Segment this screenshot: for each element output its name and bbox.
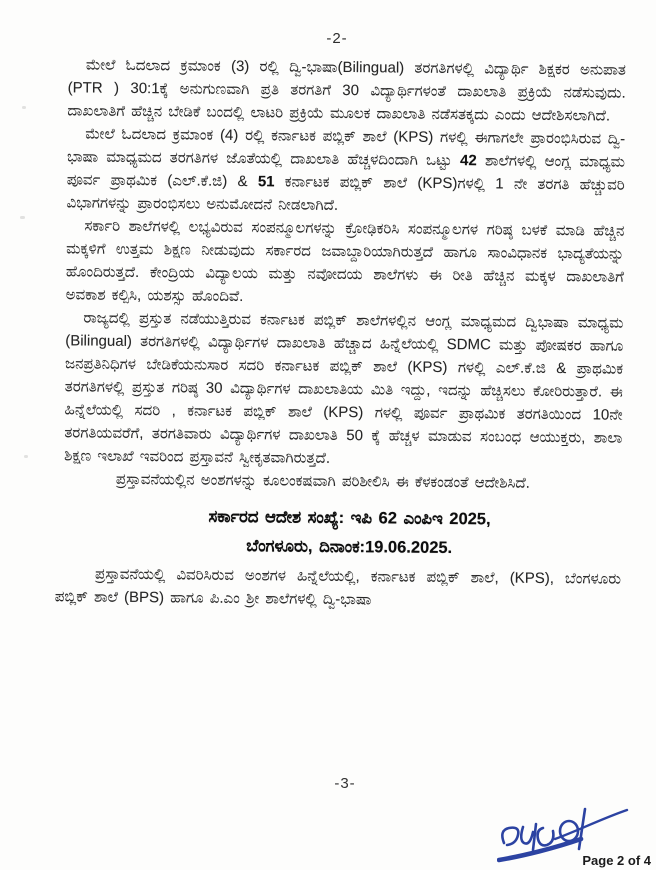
schools-count-lkg: 42 [459, 152, 477, 170]
paragraph-text: ಮೇಲೆ ಓದಲಾದ ಕ್ರಮಾಂಕ (3) ರಲ್ಲಿ ದ್ವಿ-ಭಾಷಾ(Bilingual) ತರಗತಿಗಳಲ್ಲಿ ವಿದ್ಯಾರ್ಥಿ ಶಿಕ್ಷಕರ ಅನುಪಾತ (PTR ) 30:1ಕ್ಕೆ ಅನುಗುಣವಾಗಿ ಪ್ರತಿ ತರಗತಿಗೆ 30 ವಿದ್ಯಾರ್ಥಿಗಳಂತೆ ದಾಖಲಾತಿ ಪ್ರಕ್ರಿಯೆ ನಡೆಸುವುದು. ದಾಖಲಾತಿಗೆ ಹೆಚ್ಚಿನ ಬೇಡಿಕೆ ಬಂದಲ್ಲಿ ಲಾಟರಿ ಪ್ರಕ್ರಿಯೆ ಮೂಲಕ ದಾಖಲಾತಿ ನಡೆಸತಕ್ಕದು ಎಂದು ಆದೇಶಿಸಲಾಗಿದೆ. [67, 56, 626, 125]
order-date-line: ಬೆಂಗಳೂರು, ದಿನಾಂಕ:19.06.2025. [246, 537, 453, 558]
paragraph-text: ಮೇಲೆ ಓದಲಾದ ಕ್ರಮಾಂಕ (4) ರಲ್ಲಿ ಕರ್ನಾಟಕ ಪಬ್ಲಿಕ್ ಶಾಲೆ (KPS) ಗಳಲ್ಲಿ ಈಗಾಗಲೇ ಪ್ರಾರಂಭಿಸಿರುವ ದ್ವಿ-ಭಾಷಾ ಮಾಧ್ಯಮದ ತರಗತಿಗಳ ಜೊತೆಯಲ್ಲಿ ದಾಖಲಾತಿ ಹೆಚ್ಚಳದಿಂದಾಗಿ ಒಟ್ಟು [66, 125, 626, 170]
page-indicator: Page 2 of 4 [582, 853, 651, 868]
paragraph-closing [55, 562, 621, 613]
paragraph-examined [64, 467, 622, 495]
paragraph-approved-schools [66, 122, 625, 219]
document-body [54, 53, 626, 613]
paragraph-text: ಸರ್ಕಾರಿ ಶಾಲೆಗಳಲ್ಲಿ ಲಭ್ಯವಿರುವ ಸಂಪನ್ಮೂಲಗಳನ್ನು ಕ್ರೋಢಿಕರಿಸಿ ಸಂಪನ್ಮೂಲಗಳ ಗರಿಷ್ಠ ಬಳಕೆ ಮಾಡಿ ಹೆಚ್ಚಿನ ಮಕ್ಕಳಿಗೆ ಉತ್ತಮ ಶಿಕ್ಷಣ ನೀಡುವುದು ಸರ್ಕಾರದ ಜವಾಬ್ದಾರಿಯಾಗಿರುತ್ತದೆ ಹಾಗೂ ಸಾಂವಿಧಾನಕ ಭಾದ್ಯತೆಯನ್ನು ಹೊಂದಿರುತ್ತದೆ. ಕೇಂದ್ರಿಯ ವಿದ್ಯಾಲಯ ಮತ್ತು ನವೋದಯ ಶಾಲೆಗಳು ಈ ರೀತಿ ಹೆಚ್ಚಿನ ಮಕ್ಕಳ ದಾಖಲಾತಿಗೆ ಅವಕಾಶ ಕಲ್ಪಿಸಿ, ಯಶಸ್ಸು ಹೊಂದಿವೆ. [65, 217, 625, 306]
scan-artifact [22, 106, 26, 109]
footer-page-number: -3- [334, 775, 356, 792]
paragraph-resources [66, 214, 625, 311]
paragraph-text: ಶಾಲೆಗಳಲ್ಲಿ ಆಂಗ್ಲ ಮಾಧ್ಯಮ ಪೂರ್ವ ಪ್ರಾಥಮಿಕ (ಎಲ್.ಕೆ.ಜಿ) & [66, 152, 626, 191]
paragraph-text: ಪ್ರಸ್ತಾವನೆಯಲ್ಲಿ ವಿವರಿಸಿರುವ ಅಂಶಗಳ ಹಿನ್ನೆಲೆಯಲ್ಲಿ, ಕರ್ನಾಟಕ ಪಬ್ಲಿಕ್ ಶಾಲೆ, (KPS), ಬೆಂಗಳೂರು ಪಬ್ಲಿಕ್ ಶಾಲೆ (BPS) ಹಾಗೂ ಪಿ.ಎಂ ಶ್ರೀ ಶಾಲೆಗಳಲ್ಲಿ ದ್ವಿ-ಭಾಷಾ [54, 565, 622, 609]
paragraph-text: ಪ್ರಸ್ತಾವನೆಯಲ್ಲಿನ ಅಂಶಗಳನ್ನು ಕೂಲಂಕಷವಾಗಿ ಪರಿಶೀಲಿಸಿ ಈ ಕೆಳಕಂಡಂತೆ ಆದೇಶಿಸಿದೆ. [115, 470, 530, 492]
paragraph-enrollment-limit [64, 306, 624, 472]
order-number-heading [63, 501, 622, 564]
paragraph-text: ಕರ್ನಾಟಕ ಪಬ್ಲಿಕ್ ಶಾಲೆ (KPS)ಗಳಲ್ಲಿ 1 ನೇ ತರಗತಿ ಹೆಚ್ಚುವರಿ ವಿಭಾಗಗಳನ್ನು ಪ್ರಾರಂಭಿಸಲು ಅನುಮೋದನೆ ನೀಡಲಾಗಿದೆ. [66, 173, 625, 214]
header-page-number: -2- [326, 30, 348, 47]
paragraph-ptr-ratio [67, 53, 626, 127]
paragraph-text: ರಾಜ್ಯದಲ್ಲಿ ಪ್ರಸ್ತುತ ನಡೆಯುತ್ತಿರುವ ಕರ್ನಾಟಕ ಪಬ್ಲಿಕ್ ಶಾಲೆಗಳಲ್ಲಿನ ಆಂಗ್ಲ ಮಾಧ್ಯಮದ ದ್ವಿಭಾಷಾ ಮಾಧ್ಯಮ (Bilingual) ತರಗತಿಗಳಲ್ಲಿ ವಿದ್ಯಾರ್ಥಿಗಳ ದಾಖಲಾತಿ ಹೆಚ್ಚಾದ ಹಿನ್ನೆಲೆಯಲ್ಲಿ SDMC ಮತ್ತು ಪೋಷಕರ ಹಾಗೂ ಜನಪ್ರತಿನಿಧಿಗಳ ಬೇಡಿಕೆಯನುಸಾರ ಸದರಿ ಕರ್ನಾಟಕ ಪಬ್ಲಿಕ್ ಶಾಲೆ (KPS) ಗಳಲ್ಲಿ ಎಲ್.ಕೆ.ಜಿ & ಪ್ರಾಥಮಿಕ ತರಗತಿಗಳಲ್ಲಿ ಪ್ರಸ್ತುತ ಗರಿಷ್ಠ 30 ವಿದ್ಯಾರ್ಥಿಗಳ ದಾಖಲಾತಿಯ ಮಿತಿ ಇದ್ದು, ಇದನ್ನು ಹೆಚ್ಚಿಸಲು ಕೋರಿರುತ್ತಾರೆ. ಈ ಹಿನ್ನೆಲೆಯಲ್ಲಿ ಸದರಿ , ಕರ್ನಾಟಕ ಪಬ್ಲಿಕ್ ಶಾಲೆ (KPS) ಗಳಲ್ಲಿ ಪೂರ್ವ ಪ್ರಾಥಮಿಕ ತರಗತಿಯಿಂದ 10ನೇ ತರಗತಿಯವರೆಗೆ, ತರಗತಿವಾರು ವಿದ್ಯಾರ್ಥಿಗಳ ದಾಖಲಾತಿ 50 ಕ್ಕೆ ಹೆಚ್ಚಳ ಮಾಡುವ ಸಂಬಂಧ ಆಯುಕ್ತರು, ಶಾಲಾ ಶಿಕ್ಷಣ ಇಲಾಖೆ ಇವರಿಂದ ಪ್ರಸ್ತಾವನೆ ಸ್ವೀಕೃತವಾಗಿರುತ್ತದೆ. [64, 309, 624, 467]
schools-count-kps: 51 [257, 173, 275, 191]
scan-artifact [24, 455, 28, 458]
scan-artifact [20, 216, 25, 219]
order-number-line: ಸರ್ಕಾರದ ಆದೇಶ ಸಂಖ್ಯೆ: ಇಪಿ 62 ಎಂಪಿಇ 2025, [208, 507, 491, 529]
